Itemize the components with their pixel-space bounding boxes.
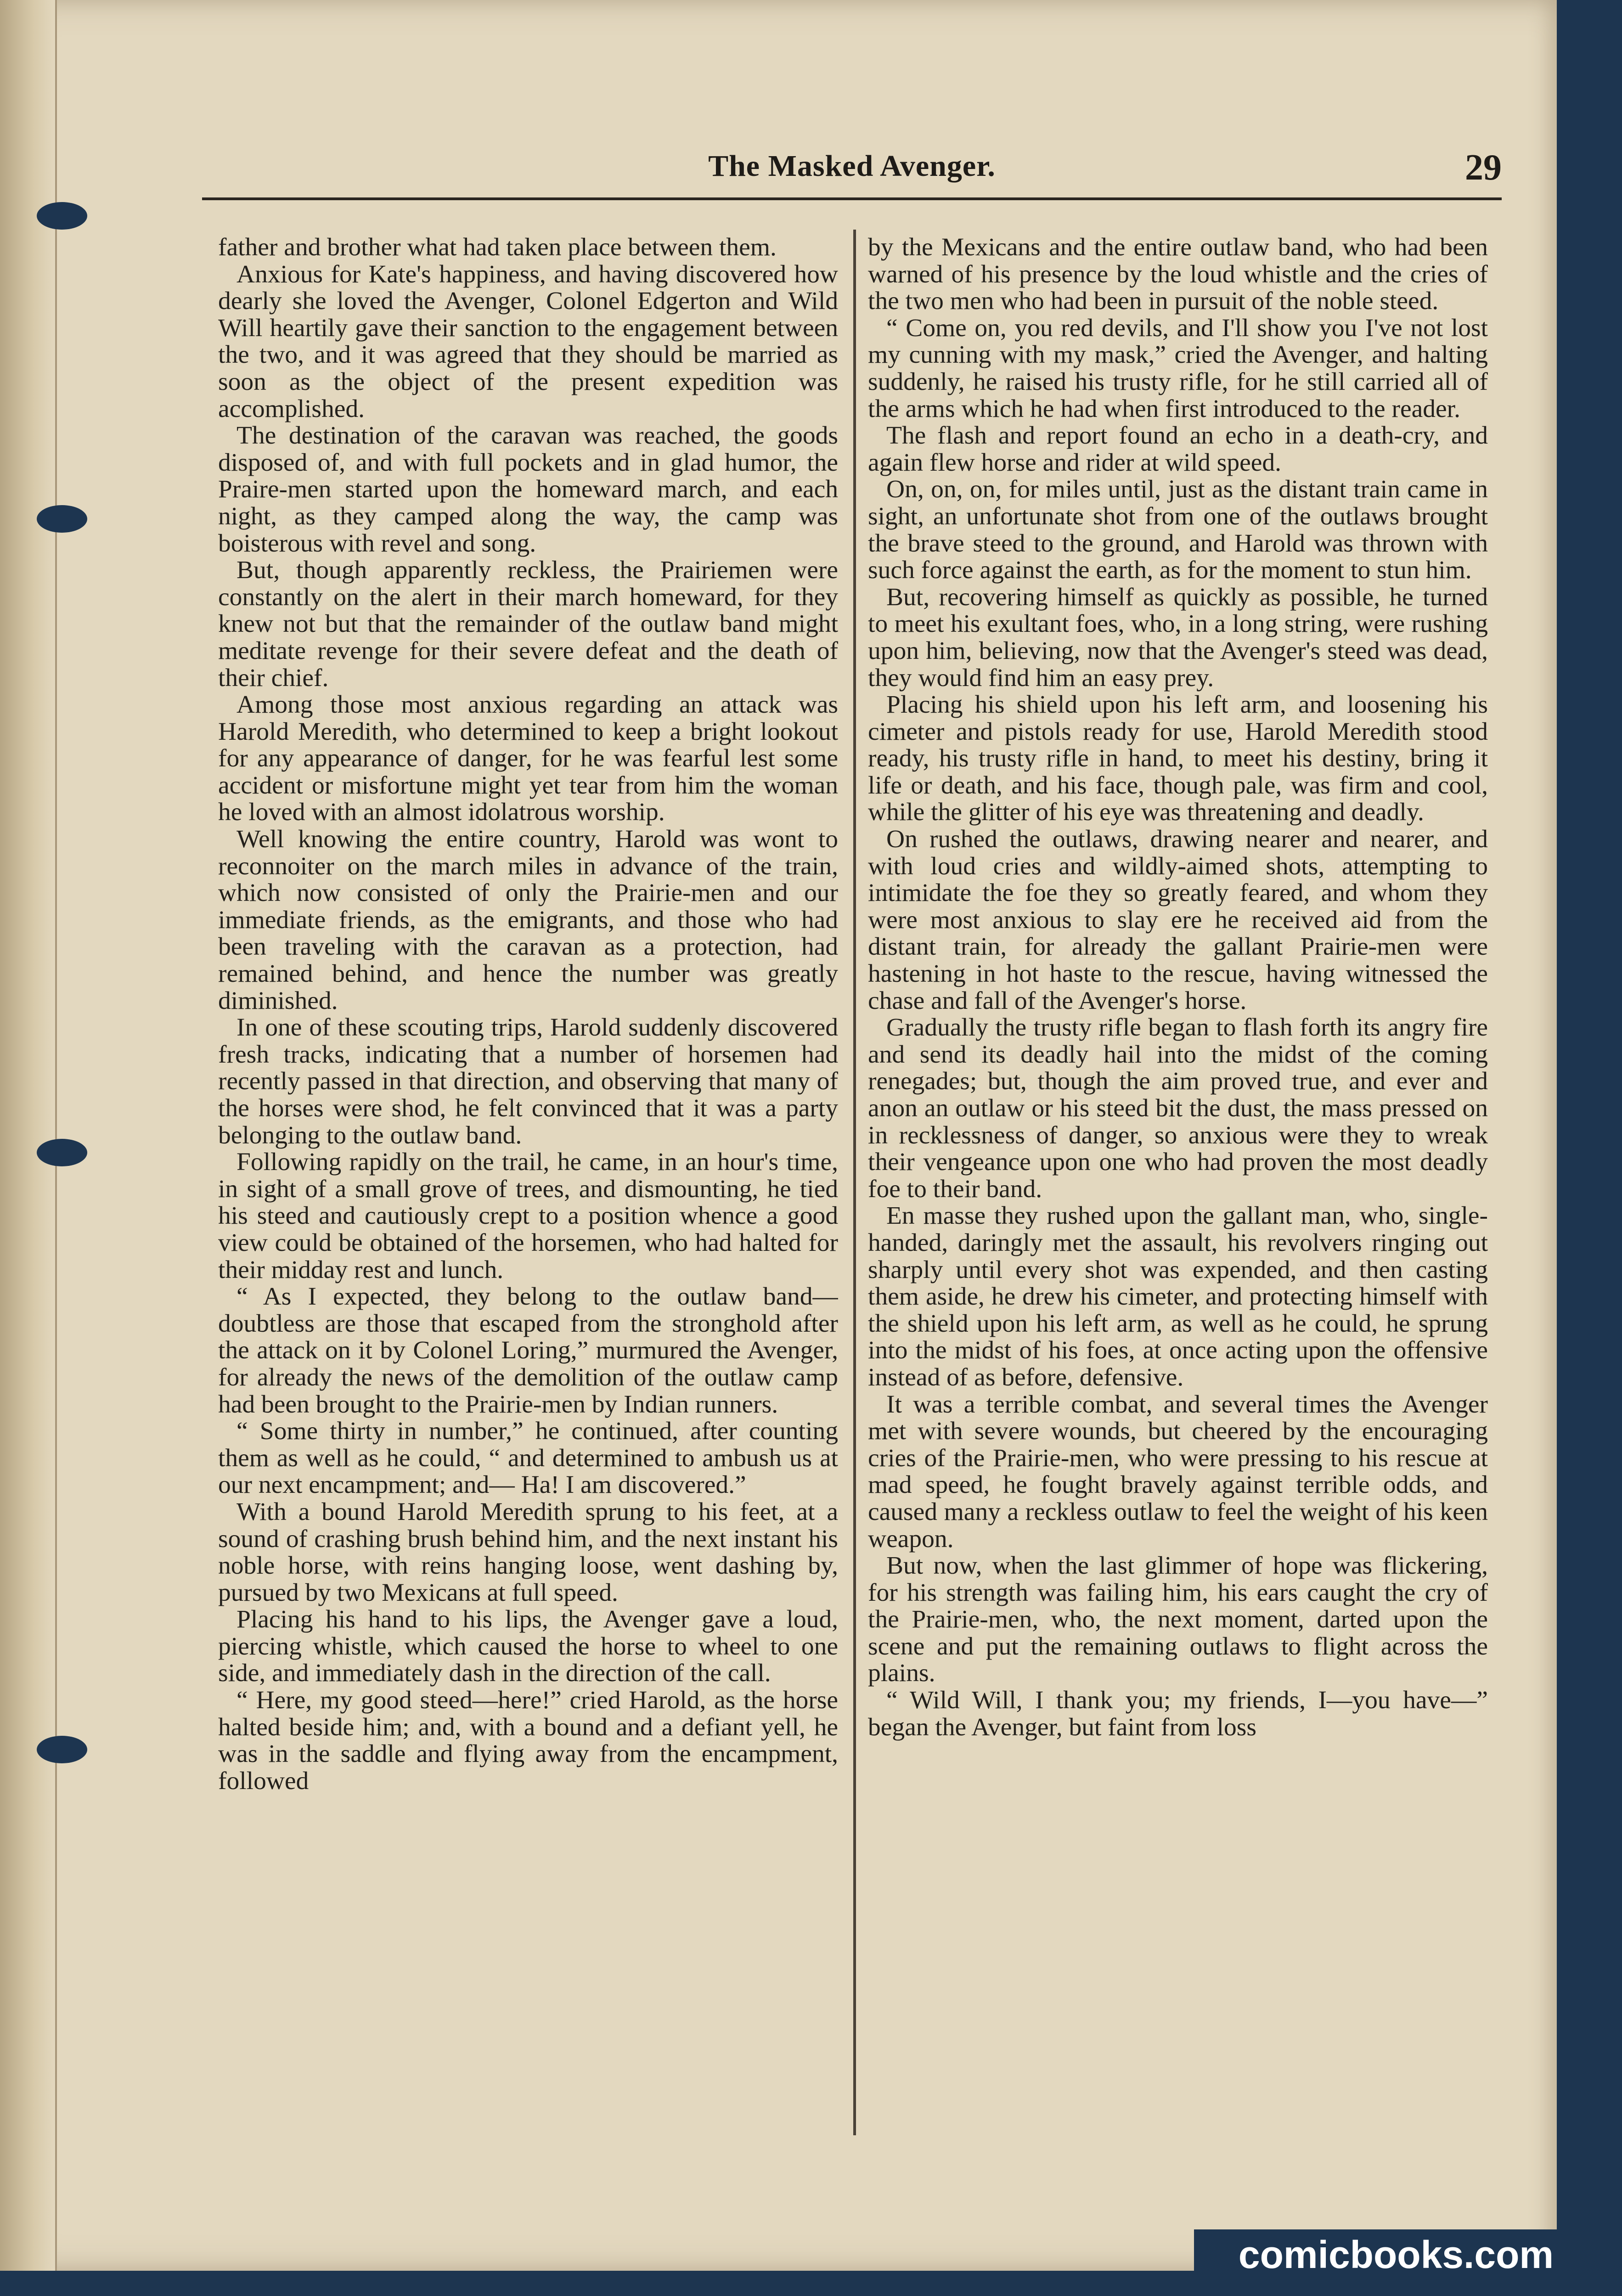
page-binding-edge xyxy=(0,0,57,2271)
paragraph: The destination of the caravan was reached, the goods disposed of, and with full pockets and in glad humor, the Praire-men started upon the homeward march, and each night, as they camped along the way, the camp was boisterous with revel and song. xyxy=(218,422,838,557)
binding-hole xyxy=(37,1139,87,1166)
paragraph: On, on, on, for miles until, just as the distant train came in sight, an unfortunate shot from one of the outlaws brought the brave steed to the ground, and Harold was thrown with such force against the earth, as for the moment to stun him. xyxy=(868,475,1488,585)
paragraph: “ Wild Will, I thank you; my friends, I—you have—” began the Avenger, but faint from loss xyxy=(868,1686,1488,1741)
paragraph: En masse they rushed upon the gallant man, who, single-handed, daringly met the assault, his revolvers ringing out sharply until every shot was expended, and then casting them aside, he drew his cimeter, and protecting himself with the shield upon his left arm, as well as he could, he sprung into the midst of his foes, at once acting upon the offensive instead of as before, defensive. xyxy=(868,1202,1488,1391)
paragraph: It was a terrible combat, and several times the Avenger met with severe wounds, but cheered by the encouraging cries of the Prairie-men, who were pressing to his rescue at mad speed, he fought bravely against terrible odds, and caused many a reckless outlaw to feel the weight of his keen weapon. xyxy=(868,1390,1488,1553)
paragraph: But, recovering himself as quickly as possible, he turned to meet his exultant foes, who, in a long string, were rushing upon him, believing, now that the Avenger's steed was dead, they would find him an easy prey. xyxy=(868,583,1488,692)
binding-hole xyxy=(37,505,87,533)
paragraph: father and brother what had taken place between them. xyxy=(218,234,777,261)
paragraph: In one of these scouting trips, Harold suddenly discovered fresh tracks, indicating that a number of horsemen had recently passed in that direction, and observing that many of the horses were shod, he felt convinced that it was a party belonging to the outlaw band. xyxy=(218,1013,838,1149)
running-title: The Masked Avenger. xyxy=(708,149,996,183)
paragraph: Gradually the trusty rifle began to flash forth its angry fire and send its deadly hail into the midst of the coming renegades; but, though the aim proved true, and ever and anon an outlaw or his steed bit the dust, the mass pressed on in recklessness of danger, so anxious were they to wreak their vengeance upon one who had proven the most deadly foe to their band. xyxy=(868,1013,1488,1203)
paragraph: But now, when the last glimmer of hope was flickering, for his strength was failing him, his ears caught the cry of the Prairie-men, who, the next moment, darted upon the scene and put the remaining outlaws to flight across the plains. xyxy=(868,1552,1488,1688)
paragraph: by the Mexicans and the entire outlaw band, who had been warned of his presence by the loud whistle and the cries of the two men who had been in pursuit of the noble steed. xyxy=(868,234,1488,315)
paragraph: Placing his hand to his lips, the Avenger gave a loud, piercing whistle, which caused the horse to wheel to one side, and immediately dash in the direction of the call. xyxy=(218,1605,838,1688)
page-number: 29 xyxy=(1465,147,1502,188)
site-watermark: comicbooks.com xyxy=(1194,2229,1598,2280)
binding-hole xyxy=(37,1736,87,1763)
paragraph: “ Come on, you red devils, and I'll show you I've not lost my cunning with my mask,” cried the Avenger, and halting suddenly, he raised his trusty rifle, for he still carried all of the arms which he had when first introduced to the reader. xyxy=(868,314,1488,423)
paragraph: “ As I expected, they belong to the outlaw band—doubtless are those that escaped from the stronghold after the attack on it by Colonel Loring,” murmured the Avenger, for already the news of the demolition of the outlaw camp had been brought to the Prairie-men by Indian runners. xyxy=(218,1283,838,1418)
paragraph: The flash and report found an echo in a death-cry, and again flew horse and rider at wild speed. xyxy=(868,422,1488,477)
paragraph: “ Some thirty in number,” he continued, after counting them as well as he could, “ and determined to ambush us at our next encampment; and— Ha! I am discovered.” xyxy=(218,1417,838,1499)
paragraph: But, though apparently reckless, the Prairiemen were constantly on the alert in their march homeward, for they knew not but that the remainder of the outlaw band might meditate revenge for their severe defeat and the death of their chief. xyxy=(218,556,838,692)
paragraph: With a bound Harold Meredith sprung to his feet, at a sound of crashing brush behind him, and the next instant his noble horse, with reins hanging loose, went dashing by, pursued by two Mexicans at full speed. xyxy=(218,1497,838,1607)
paragraph: On rushed the outlaws, drawing nearer and nearer, and with loud cries and wildly-aimed shots, attempting to intimidate the foe they so greatly feared, and whom they were most anxious to slay ere he received aid from the distant train, for already the gallant Prairie-men were hastening in hot haste to the rescue, having witnessed the chase and fall of the Avenger's horse. xyxy=(868,825,1488,1015)
binding-hole xyxy=(37,202,87,230)
running-header xyxy=(202,147,1502,200)
text-column-right xyxy=(868,234,1488,2135)
paragraph: Among those most anxious regarding an attack was Harold Meredith, who determined to keep a bright lookout for any appearance of danger, for he was fearful lest some accident or misfortune might yet tear from him the woman he loved with an almost idolatrous worship. xyxy=(218,691,838,827)
paragraph: Placing his shield upon his left arm, and loosening his cimeter and pistols ready for use, Harold Meredith stood ready, his trusty rifle in hand, to meet his destiny, bring it life or death, and his face, though pale, was firm and cool, while the glitter of his eye was threatening and deadly. xyxy=(868,691,1488,827)
column-divider xyxy=(853,230,856,2135)
paragraph: “ Here, my good steed—here!” cried Harold, as the horse halted beside him; and, with a bound and a defiant yell, he was in the saddle and flying away from the encampment, followed xyxy=(218,1686,838,1795)
paragraph: Following rapidly on the trail, he came, in an hour's time, in sight of a small grove of trees, and dismounting, he tied his steed and cautiously crept to a position whence a good view could be obtained of the horsemen, who had halted for their midday rest and lunch. xyxy=(218,1148,838,1284)
paragraph: Anxious for Kate's happiness, and having discovered how dearly she loved the Avenger, Colonel Edgerton and Wild Will heartily gave their sanction to the engagement between the two, and it was agreed that they should be married as soon as the object of the present expedition was accomplished. xyxy=(218,260,838,423)
text-column-left xyxy=(218,234,838,2135)
paragraph: Well knowing the entire country, Harold was wont to reconnoiter on the march miles in advance of the train, which now consisted of only the Prairie-men and our immediate friends, as the emigrants, and those who had been traveling with the caravan as a protection, had remained behind, and hence the number was greatly diminished. xyxy=(218,825,838,1015)
